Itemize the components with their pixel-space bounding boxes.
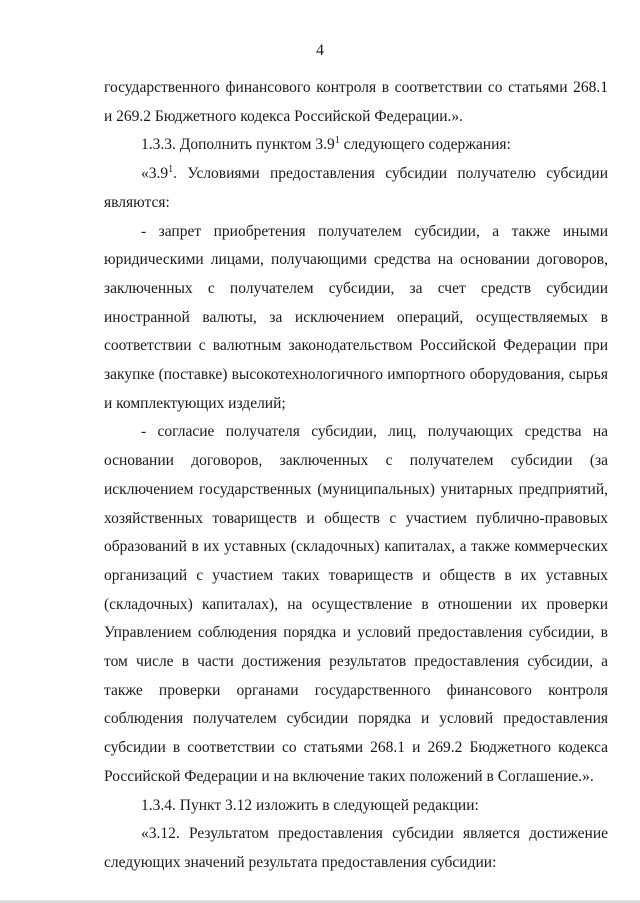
document-body xyxy=(104,74,608,878)
page-number: 4 xyxy=(316,42,324,59)
paragraph-1-3-3 xyxy=(104,131,608,160)
paragraph-condition-consent: - согласие получателя субсидии, лиц, получающих средства на основании договоров, заключенных с получателем субсидии (за исключением государственных (муниципальных) унитарных предприятий, хозяйственных товариществ и обществ с участием публично-правовых образований в их уставных (складочных) капиталах, а также коммерческих организаций с участием таких товариществ и обществ в их уставных (складочных) капиталах), на осуществление в отношении их проверки Управлением соблюдения порядка и условий предоставления субсидии, в том числе в части достижения результатов предоставления субсидии, а также проверки органами государственного финансового контроля соблюдения получателем субсидии порядка и условий предоставления субсидии в соответствии со статьями 268.1 и 269.2 Бюджетного кодекса Российской Федерации и на включение таких положений в Соглашение.». xyxy=(104,423,608,785)
paragraph-text: «3.9 xyxy=(141,165,169,183)
superscript: 1 xyxy=(168,163,174,175)
paragraph-text: 1.3.3. Дополнить пунктом 3.9 xyxy=(141,136,335,154)
paragraph-1-3-4: 1.3.4. Пункт 3.12 изложить в следующей редакции: xyxy=(141,796,479,814)
superscript: 1 xyxy=(334,135,340,147)
paragraph-text: следующего содержания: xyxy=(339,136,511,154)
paragraph-condition-currency: - запрет приобретения получателем субсидии, а также иными юридическими лицами, получающими средства на основании договоров, заключенных с получателем субсидии, за счет средств субсидии иностранной валюты, за исключением операций, осуществляемых в соответствии с валютным законодательством Российской Федерации при закупке (поставке) высокотехнологичного импортного оборудования, сырья и комплектующих изделий; xyxy=(104,222,608,412)
paragraph-continuation: государственного финансового контроля в соответствии со статьями 268.1 и 269.2 Бюджетного кодекса Российской Федерации.». xyxy=(104,79,608,125)
paragraph-3-12: «3.12. Результатом предоставления субсидии является достижение следующих значений результата предоставления субсидии: xyxy=(104,825,608,871)
paragraph-3-9-1 xyxy=(104,160,608,217)
paragraph-text: . Условиями предоставления субсидии получателю субсидии являются: xyxy=(104,165,608,211)
